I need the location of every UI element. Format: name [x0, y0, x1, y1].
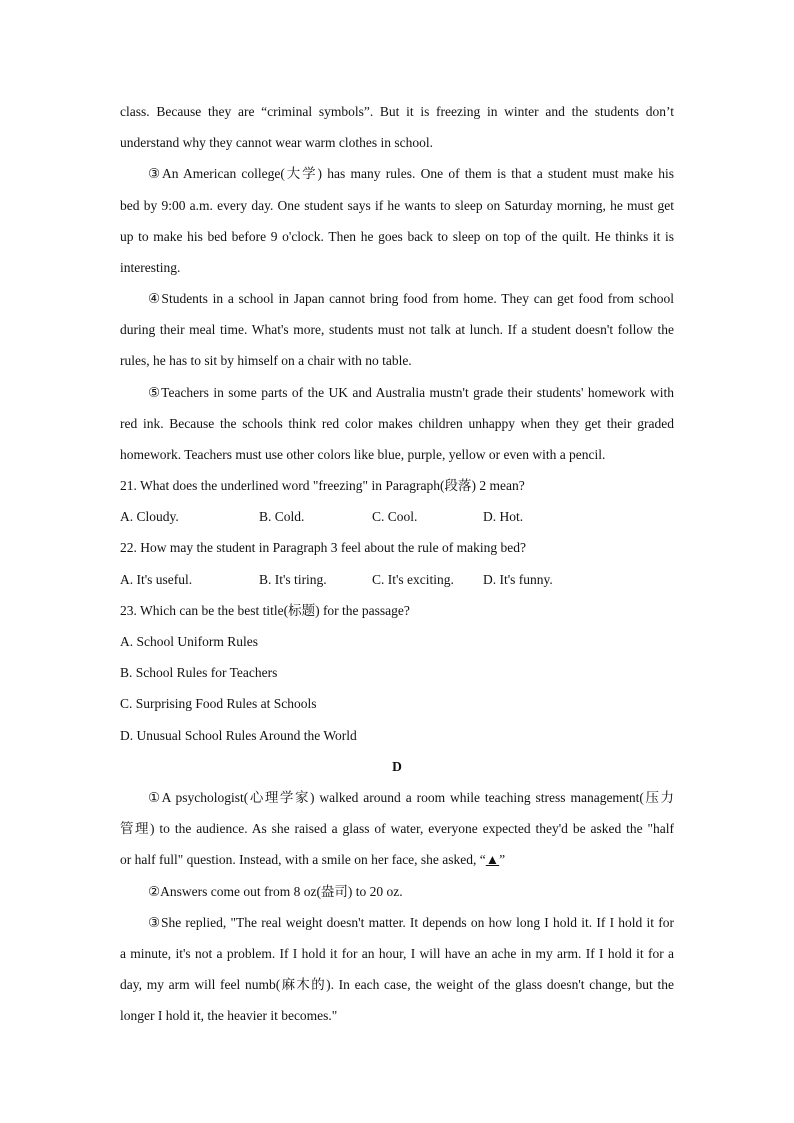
d-para1-line-3	[120, 850, 674, 870]
para3-line-4: interesting.	[120, 260, 181, 275]
para2-line-1: class. Because they are “criminal symbols”. But it is freezing in winter and the students don’t	[120, 104, 674, 119]
q23-option-b: B. School Rules for Teachers	[120, 665, 278, 680]
blank-marker: ▲	[485, 852, 500, 867]
para4-line-3: rules, he has to sit by himself on a chair with no table.	[120, 353, 412, 368]
q21-option-d: D. Hot.	[483, 509, 524, 524]
d-para1-line-2: 管理) to the audience. As she raised a glass of water, everyone expected they'd be asked the "half	[120, 821, 674, 836]
q22-option-a: A. It's useful.	[120, 572, 193, 587]
question-21: 21. What does the underlined word "freezing" in Paragraph(段落) 2 mean?	[120, 478, 525, 493]
d-para1-line-3-text: or half full" question. Instead, with a smile on her face, she asked, “	[120, 852, 486, 867]
para5-line-3: homework. Teachers must use other colors like blue, purple, yellow or even with a pencil.	[120, 447, 606, 462]
d-para3-line-3: day, my arm will feel numb(麻木的). In each case, the weight of the glass doesn't change, but the	[120, 977, 674, 992]
d-para2-line-1: ②Answers come out from 8 oz(盎司) to 20 oz.	[148, 884, 403, 899]
para3-line-1: ③An American college(大学) has many rules. One of them is that a student must make his	[148, 166, 674, 181]
q22-option-c: C. It's exciting.	[372, 572, 454, 587]
q23-option-a: A. School Uniform Rules	[120, 634, 258, 649]
para3-line-2: bed by 9:00 a.m. every day. One student says if he wants to sleep on Saturday morning, he must get	[120, 198, 674, 213]
section-heading-d: D	[392, 759, 402, 774]
para2-line-2: understand why they cannot wear warm clothes in school.	[120, 135, 434, 150]
para4-line-2: during their meal time. What's more, students must not talk at lunch. If a student doesn't follow the	[120, 322, 674, 337]
para5-line-2: red ink. Because the schools think red color makes children unhappy when they get their graded	[120, 416, 674, 431]
para4-line-1: ④Students in a school in Japan cannot bring food from home. They can get food from school	[148, 291, 674, 306]
d-para3-line-2: a minute, it's not a problem. If I hold it for an hour, I will have an ache in my arm. If I hold it for a	[120, 946, 674, 961]
d-para3-line-4: longer I hold it, the heavier it becomes."	[120, 1008, 338, 1023]
d-para1-line-1: ①A psychologist(心理学家) walked around a room while teaching stress management(压力	[148, 790, 674, 805]
q21-option-c: C. Cool.	[372, 509, 418, 524]
q23-option-d: D. Unusual School Rules Around the World	[120, 728, 357, 743]
q22-option-b: B. It's tiring.	[259, 572, 327, 587]
para3-line-3: up to make his bed before 9 o'clock. Then he goes back to sleep on top of the quilt. He thinks it is	[120, 229, 674, 244]
para5-line-1: ⑤Teachers in some parts of the UK and Australia mustn't grade their students' homework with	[148, 385, 674, 400]
q22-option-d: D. It's funny.	[483, 572, 553, 587]
question-23: 23. Which can be the best title(标题) for the passage?	[120, 603, 410, 618]
d-para3-line-1: ③She replied, "The real weight doesn't matter. It depends on how long I hold it. If I hold it for	[148, 915, 674, 930]
question-22: 22. How may the student in Paragraph 3 feel about the rule of making bed?	[120, 540, 527, 555]
q21-option-b: B. Cold.	[259, 509, 305, 524]
q23-option-c: C. Surprising Food Rules at Schools	[120, 696, 317, 711]
d-para1-line-3-close: ”	[499, 852, 506, 867]
q21-option-a: A. Cloudy.	[120, 509, 179, 524]
